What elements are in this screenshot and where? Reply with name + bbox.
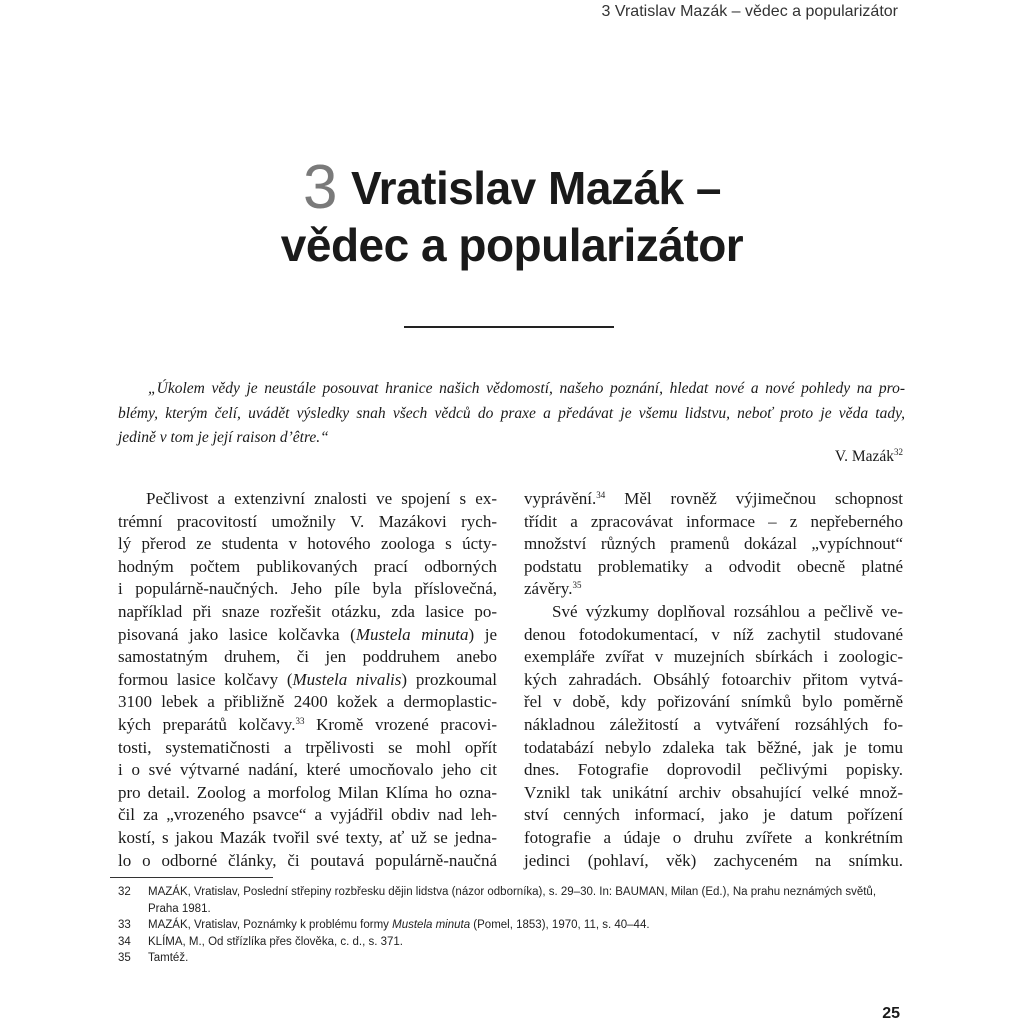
text-run: řel v době, kdy pořizování snímků bylo poměrně [524, 692, 903, 712]
italic-text: Mustela minuta [355, 624, 469, 644]
text-line [524, 850, 903, 873]
chapter-title-text: Vratislav Mazák – [351, 162, 721, 214]
body-column-left [118, 488, 497, 872]
text-run: fotografie a údaje o druhu zvířete a konkrétním [524, 827, 903, 847]
epigraph-line: „Úkolem vědy je neustále posouvat hranice našich vědomostí, našeho poznání, hledat nové a nové pohledy na pro- [148, 380, 905, 397]
text-line [524, 601, 903, 624]
footnote-number: 32 [118, 886, 131, 898]
text-line [118, 646, 497, 669]
text-run: trémní pracovitostí umožnily V. Mazákovi rych- [118, 511, 497, 531]
text-line [524, 691, 903, 714]
text-run: denou fotodokumentací, v níž zachytil studované [524, 624, 903, 644]
footnote [118, 934, 904, 951]
text-line [118, 578, 497, 601]
text-run: todatabází nebylo zdaleka tak běžné, jak je tomu [524, 737, 903, 757]
text-line [524, 669, 903, 692]
footnote-ref: 34 [596, 490, 606, 500]
text-run: třídit a zpracovávat informace – z nepřeberného [524, 511, 903, 531]
footnote-ref: 32 [894, 447, 903, 457]
footnote [118, 884, 904, 917]
text-line [524, 759, 903, 782]
footnote [118, 917, 904, 934]
text-run: Měl rovněž výjimečnou schopnost [605, 489, 903, 508]
text-line [524, 533, 903, 556]
text-line [118, 827, 497, 850]
body-column-right [524, 488, 903, 872]
text-line [118, 850, 497, 873]
text-run: Kromě vrozené pracovi- [304, 714, 498, 734]
text-run: lý přerod ze studenta v hotového zoologa s úcty- [118, 534, 497, 554]
text-line [524, 556, 903, 579]
text-line [118, 533, 497, 556]
text-run: například při snaze rozřešit otázku, zda lasice po- [118, 601, 497, 621]
text-run: ství cenných informací, jako je datum pořízení [524, 805, 903, 825]
text-run: jedinci (pohlaví, věk) zachyceném na snímku. [524, 850, 903, 870]
text-line [118, 782, 497, 805]
text-run: množství různých pramenů dokázal „vypíchnout“ [524, 534, 903, 554]
epigraph-author-name: V. Mazák [834, 448, 894, 465]
chapter-title-line-2: vědec a popularizátor [280, 219, 744, 271]
text-line [118, 759, 497, 782]
text-run: kostí, s jakou Mazák tvořil své texty, ať už se jedna- [118, 827, 497, 847]
epigraph-line: jedině v tom je její raison d’être.“ [118, 429, 329, 446]
text-run: kých zahradách. Obsáhlý fotoarchiv přitom vytvá- [524, 669, 903, 689]
text-run: KLÍMA, M., Od střízlíka přes člověka, c. d., s. 371. [148, 935, 404, 948]
text-run: exempláře zvířat v muzejních sbírkách i zoologic- [524, 647, 903, 667]
text-run: pro detail. Zoolog a morfolog Milan Klíma ho ozna- [118, 782, 497, 802]
text-run: i o své výtvarné nadání, které umocňovalo jeho cit [118, 760, 497, 780]
epigraph-author [835, 448, 903, 466]
epigraph-line: blémy, kterým čelí, uvádět výsledky snah všech vědců do praxe a předávat je všemu lidstvu, neboť proto je věda tady, [118, 404, 905, 422]
footnote-divider [110, 877, 273, 878]
text-line [524, 578, 903, 601]
text-line [118, 669, 497, 692]
text-run: 3100 lebek a přibližně 2400 kožek a dermoplastic- [118, 692, 497, 712]
text-run: (Pomel, 1853), 1970, 11, s. 40–44. [470, 919, 650, 931]
text-line [524, 624, 903, 647]
text-line [118, 804, 497, 827]
text-line [524, 488, 903, 511]
text-run: dnes. Fotografie doprovodil pečlivými popisky. [524, 760, 903, 780]
text-run: závěry. [524, 579, 573, 599]
italic-text: Mustela minuta [392, 919, 471, 931]
footnotes [118, 884, 904, 967]
text-run: ) prozkoumal [401, 669, 498, 689]
text-line [524, 827, 903, 850]
text-run: Pečlivost a extenzivní znalosti ve spojení s ex- [146, 489, 497, 508]
text-line [524, 511, 903, 534]
page-number: 25 [882, 1005, 900, 1022]
text-line [524, 714, 903, 737]
text-run: formou lasice kolčavy ( [118, 669, 293, 689]
text-line [118, 556, 497, 579]
text-run: lo o odborné články, či poutavá populárně-naučná [118, 850, 497, 870]
text-run: pisovaná jako lasice kolčavka ( [118, 624, 356, 644]
text-line [118, 601, 497, 624]
text-run: i populárně-naučných. Jeho píle byla příslovečná, [118, 579, 497, 599]
text-line [118, 737, 497, 760]
text-line [524, 782, 903, 805]
text-run: MAZÁK, Vratislav, Poznámky k problému formy [148, 919, 393, 931]
text-run: tosti, systematičnosti a trpělivosti se mohl opřít [118, 737, 497, 757]
text-run: kých preparátů kolčavy. [118, 714, 296, 734]
chapter-number: 3 [303, 153, 337, 222]
text-line [118, 624, 497, 647]
footnote [118, 950, 904, 967]
chapter-title-line-1 [0, 152, 1024, 223]
text-run: Tamtéž. [148, 952, 189, 964]
footnote-number: 33 [118, 919, 131, 931]
epigraph [118, 377, 905, 451]
text-line [524, 646, 903, 669]
text-line [524, 804, 903, 827]
text-run: ) je [468, 624, 498, 644]
italic-text: Mustela nivalis [292, 669, 402, 689]
footnote-number: 34 [118, 935, 131, 948]
footnote-ref: 33 [295, 715, 305, 726]
text-run: Své výzkumy doplňoval rozsáhlou a pečlivě ve- [552, 601, 903, 621]
text-run: hodným počtem publikovaných prací odborných [118, 556, 497, 576]
text-line [118, 511, 497, 534]
text-run: podstatu problematiky a odvodit obecně platné [524, 556, 903, 576]
text-run: Vznikl tak unikátní archiv obsahující velké množ- [524, 782, 903, 802]
text-run: vyprávění. [524, 489, 597, 508]
text-run: MAZÁK, Vratislav, Poslední střepiny rozbřesku dějin lidstva (názor odborníka), s. 29–30. In: BAUMAN, Milan (Ed.), Na prahu neznámých světů, Praha 1981. [148, 886, 877, 915]
text-line [524, 737, 903, 760]
text-run: nákladnou záležitostí a vytváření rozsáhlých fo- [524, 714, 903, 734]
footnote-ref: 35 [572, 580, 582, 591]
running-head: 3 Vratislav Mazák – vědec a popularizátor [601, 3, 898, 20]
text-line [118, 691, 497, 714]
text-line [118, 488, 497, 511]
title-divider [404, 326, 614, 328]
text-run: čil za „vrozeného psavce“ a vyjádřil obdiv nad leh- [118, 805, 497, 825]
text-run: samostatným druhem, či jen poddruhem anebo [118, 647, 497, 667]
text-line [118, 714, 497, 737]
footnote-number: 35 [118, 952, 131, 964]
